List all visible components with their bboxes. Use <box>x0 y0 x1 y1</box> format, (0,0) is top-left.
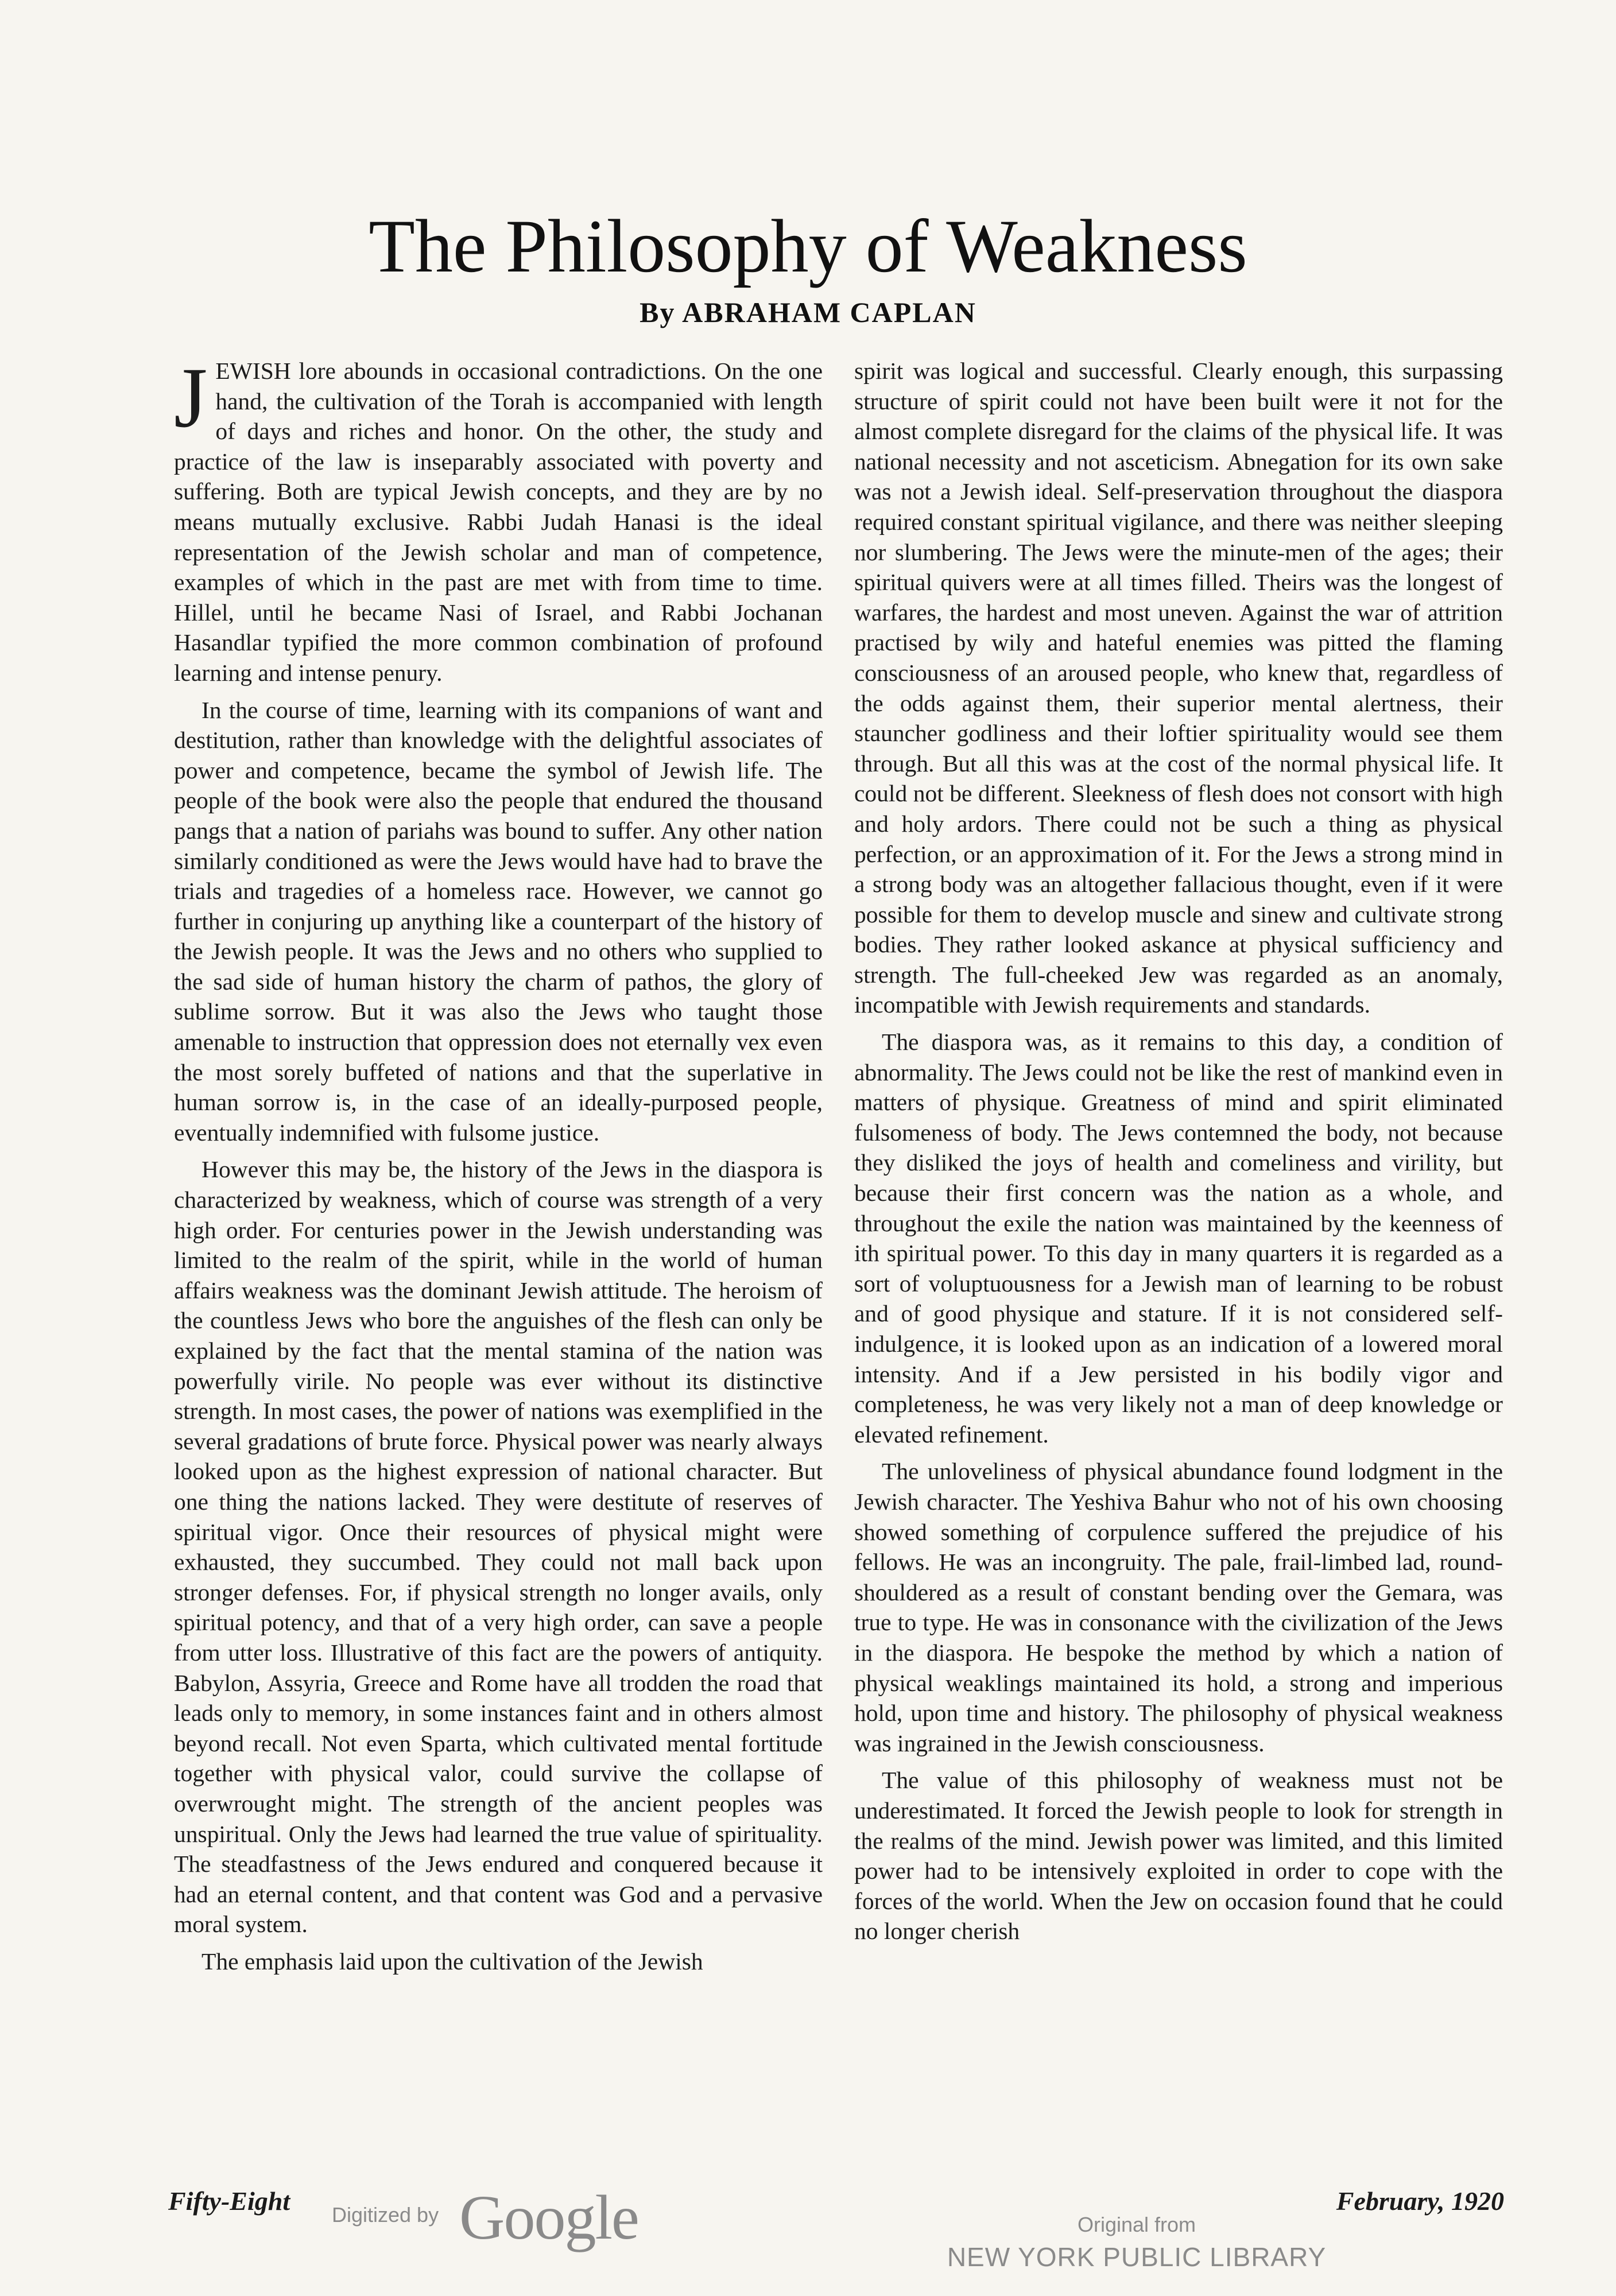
library-label: NEW YORK PUBLIC LIBRARY <box>947 2242 1327 2272</box>
google-logo: Google <box>459 2182 638 2252</box>
digitized-by-label: Digitized by <box>332 2203 439 2227</box>
article-title: The Philosophy of Weakness <box>369 204 1247 288</box>
page-number: Fifty-Eight <box>168 2186 290 2216</box>
paragraph: The unloveliness of physical abundance found lodgment in the Jewish character. The Yeshiva Bahur who not of his own choosing showed something of corpulence suffered the prejudice of his fellows. He was an incongruity. The pale, frail-limbed lad, round-shouldered as a result of constant bending over the Gemara, was true to type. He was in consonance with the civilization of the Jews in the diaspora. He bespoke the method by which a nation of physical weaklings maintained its hold, a strong and imperious hold, upon time and history. The philosophy of physical weakness was ingrained in the Jewish consciousness. <box>854 1458 1503 1756</box>
left-column <box>174 350 823 1983</box>
paragraph: In the course of time, learning with its companions of want and destitution, rather than knowledge with the delightful associates of power and competence, became the symbol of Jewish life. The people of the book were also the people that endured the thousand pangs that a nation of pariahs was bound to suffer. Any other nation similarly conditioned as were the Jews would have had to brave the trials and tragedies of a homeless race. However, we cannot go further in conjuring up anything like a counterpart of the history of the Jewish people. It was the Jews and no others who supplied to the sad side of human history the charm of pathos, the glory of sublime sorrow. But it was also the Jews who taught those amenable to instruction that oppression does not eternally vex even the most sorely buffeted of nations and that the superlative in human sorrow is, in the case of an ideally-purposed people, eventually indemnified with fulsome justice. <box>174 696 823 1146</box>
paragraph: spirit was logical and successful. Clearly enough, this surpassing structure of spirit could not have been built were it not for the almost complete disregard for the claims of the physical life. It was national necessity and not asceticism. Abnegation for its own sake was not a Jewish ideal. Self-preservation throughout the diaspora required constant spiritual vigilance, and there was neither sleeping nor slumbering. The Jews were the minute-men of the ages; their spiritual quivers were at all times filled. Theirs was the longest of warfares, the hardest and most uneven. Against the war of attrition practised by wily and hateful enemies was pitted the flaming consciousness of an aroused people, who knew that, regardless of the odds against them, their superior mental alertness, their stauncher godliness and their loftier spirituality would see them through. But all this was at the cost of the normal physical life. It could not be different. Sleekness of flesh does not consort with high and holy ardors. There could not be such a thing as physical perfection, or an approximation of it. For the Jews a strong mind in a strong body was an altogether fallacious thought, even if it were possible for them to develop muscle and sinew and cultivate strong bodies. They rather looked askance at physical sufficiency and strength. The full-cheeked Jew was regarded as an anomaly, incompatible with Jewish requirements and standards. <box>854 358 1503 1018</box>
paragraph: The emphasis laid upon the cultivation of the Jewish <box>201 1948 703 1975</box>
right-column <box>854 356 1503 1953</box>
drop-cap: J <box>174 350 208 445</box>
paragraph: The diaspora was, as it remains to this day, a condition of abnormality. The Jews could not be like the rest of mankind even in matters of physique. Greatness of mind and spirit eliminated fulsomeness of body. The Jews contemned the body, not because they disliked the joys of health and comeliness and virility, but because their first concern was the nation as a whole, and throughout the exile the nation was maintained by the keenness of ith spiritual power. To this day in many quarters it is regarded as a sort of voluptuousness for a Jewish man of learning to be robust and of good physique and stature. If it is not considered self-indulgence, it is looked upon as an indication of a lowered moral intensity. And if a Jew persisted in his bodily vigor and completeness, he was very likely not a man of deep knowledge or elevated refinement. <box>854 1029 1503 1448</box>
paragraph <box>174 350 823 688</box>
paragraph: The value of this philosophy of weakness must not be underestimated. It forced the Jewish people to look for strength in the realms of the mind. Jewish power was limited, and this limited power had to be intensively exploited in order to cope with the forces of the world. When the Jew on occasion found that he could no longer cherish <box>854 1767 1503 1945</box>
paragraph-text: EWISH lore abounds in occasional contradictions. On the one hand, the cultivation of the Torah is accompanied with length of days and riches and honor. On the other, the study and practice of the law is inseparably associated with poverty and suffering. Both are typical Jewish concepts, and they are by no means mutually exclusive. Rabbi Judah Hanasi is the ideal representation of the Jewish scholar and man of competence, examples of which in the past are met with from time to time. Hillel, until he became Nasi of Israel, and Rabbi Jochanan Hasandlar typified the more common combination of profound learning and intense penury. <box>174 358 823 686</box>
issue-date: February, 1920 <box>1336 2186 1504 2216</box>
paragraph: However this may be, the history of the Jews in the diaspora is characterized by weakness, which of course was strength of a very high order. For centuries power in the Jewish understanding was limited to the realm of the spirit, while in the world of human affairs weakness was the dominant Jewish attitude. The heroism of the countless Jews who bore the anguishes of the flesh can only be explained by the fact that the mental stamina of the nation was powerfully virile. No people was ever without its distinctive strength. In most cases, the power of nations was exemplified in the several gradations of brute force. Physical power was nearly always looked upon as the highest expression of national character. But one thing the nations lacked. They were destitute of reserves of spiritual vigor. Once their resources of physical might were exhausted, they succumbed. They could not mall back upon stronger defenses. For, if physical strength no longer avails, only spiritual potency, and that of a very high order, can save a people from utter loss. Illustrative of this fact are the powers of antiquity. Babylon, Assyria, Greece and Rome have all trodden the road that leads only to memory, in some instances faint and in others almost beyond recall. Not even Sparta, which cultivated mental fortitude together with physical valor, could survive the collapse of overwrought might. The strength of the ancient peoples was unspiritual. Only the Jews had learned the true value of spirituality. The steadfastness of the Jews endured and conquered because it had an eternal content, and that content was God and a pervasive moral system. <box>174 1156 823 1938</box>
original-from-label: Original from <box>1077 2213 1196 2236</box>
article-byline: By ABRAHAM CAPLAN <box>640 296 976 328</box>
